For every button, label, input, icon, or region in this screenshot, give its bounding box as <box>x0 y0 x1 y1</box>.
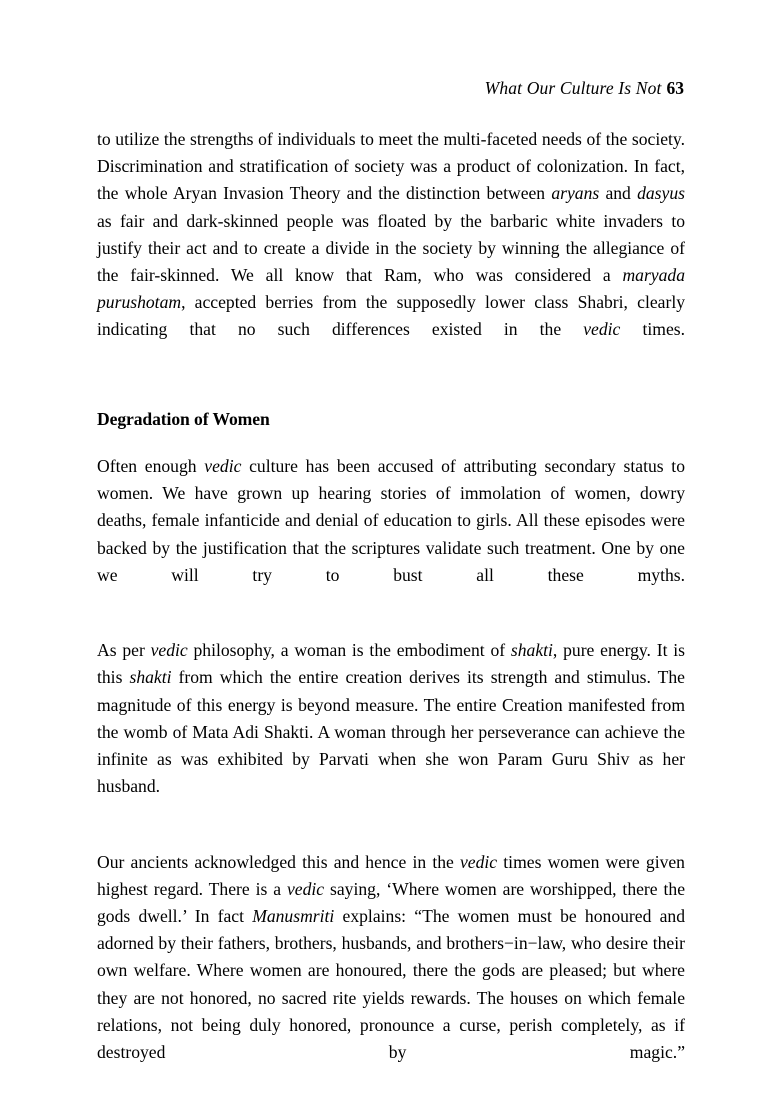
heading-spacer <box>97 392 685 406</box>
paragraph-4: Our ancients acknowledged this and hence in the vedic times women were given highest regard. There is a vedic saying, ‘Where women are worshipped, there the gods dwell.’ In fact Manusmriti explains: “The women must be honoured and adorned by their fathers, brothers, husbands, and brothers−in−law, who desire their own welfare. Where women are honoured, there the gods are pleased; but where they are not honored, no sacred rite yields rewards. The houses on which female relations, not being duly honored, pronounce a curse, perish completely, as if destroyed by magic.” <box>97 851 686 1063</box>
paragraph-1: to utilize the strengths of individuals to meet the multi-faceted needs of the society. Discrimination and stratification of society was a product of colonization. In fact, the whole Aryan Invasion Theory and the distinction between aryans and dasyus as fair and dark-skinned people was floated by the barbaric white invaders to justify their act and to create a divide in the society by winning the allegiance of the fair-skinned. We all know that Ram, who was considered a maryada purushotam, accepted berries from the supposedly lower class Shabri, clearly indicating that no such differences existed in the vedic times. <box>97 129 685 340</box>
page-number: 63 <box>666 78 684 98</box>
paragraph-3: As per vedic philosophy, a woman is the embodiment of shakti, pure energy. It is this shakti from which the entire creation derives its strength and stimulus. The magnitude of this energy is beyond measure. The entire Creation manifested from the womb of Mata Adi Shakti. A woman through her perseverance can achieve the infinite as was exhibited by Parvati when she won Param Guru Shiv as her husband. <box>97 640 686 797</box>
running-head-title: What Our Culture Is Not <box>484 78 662 98</box>
running-head <box>97 78 684 99</box>
section-heading-degradation-of-women: Degradation of Women <box>97 408 270 429</box>
paragraph-2: Often enough vedic culture has been accused of attributing secondary status to women. We have grown up hearing stories of immolation of women, dowry deaths, female infanticide and denial of education to girls. All these episodes were backed by the justification that the scriptures validate such treatment. One by one we will try to bust all these myths. <box>97 456 685 585</box>
text-block <box>97 126 685 1094</box>
